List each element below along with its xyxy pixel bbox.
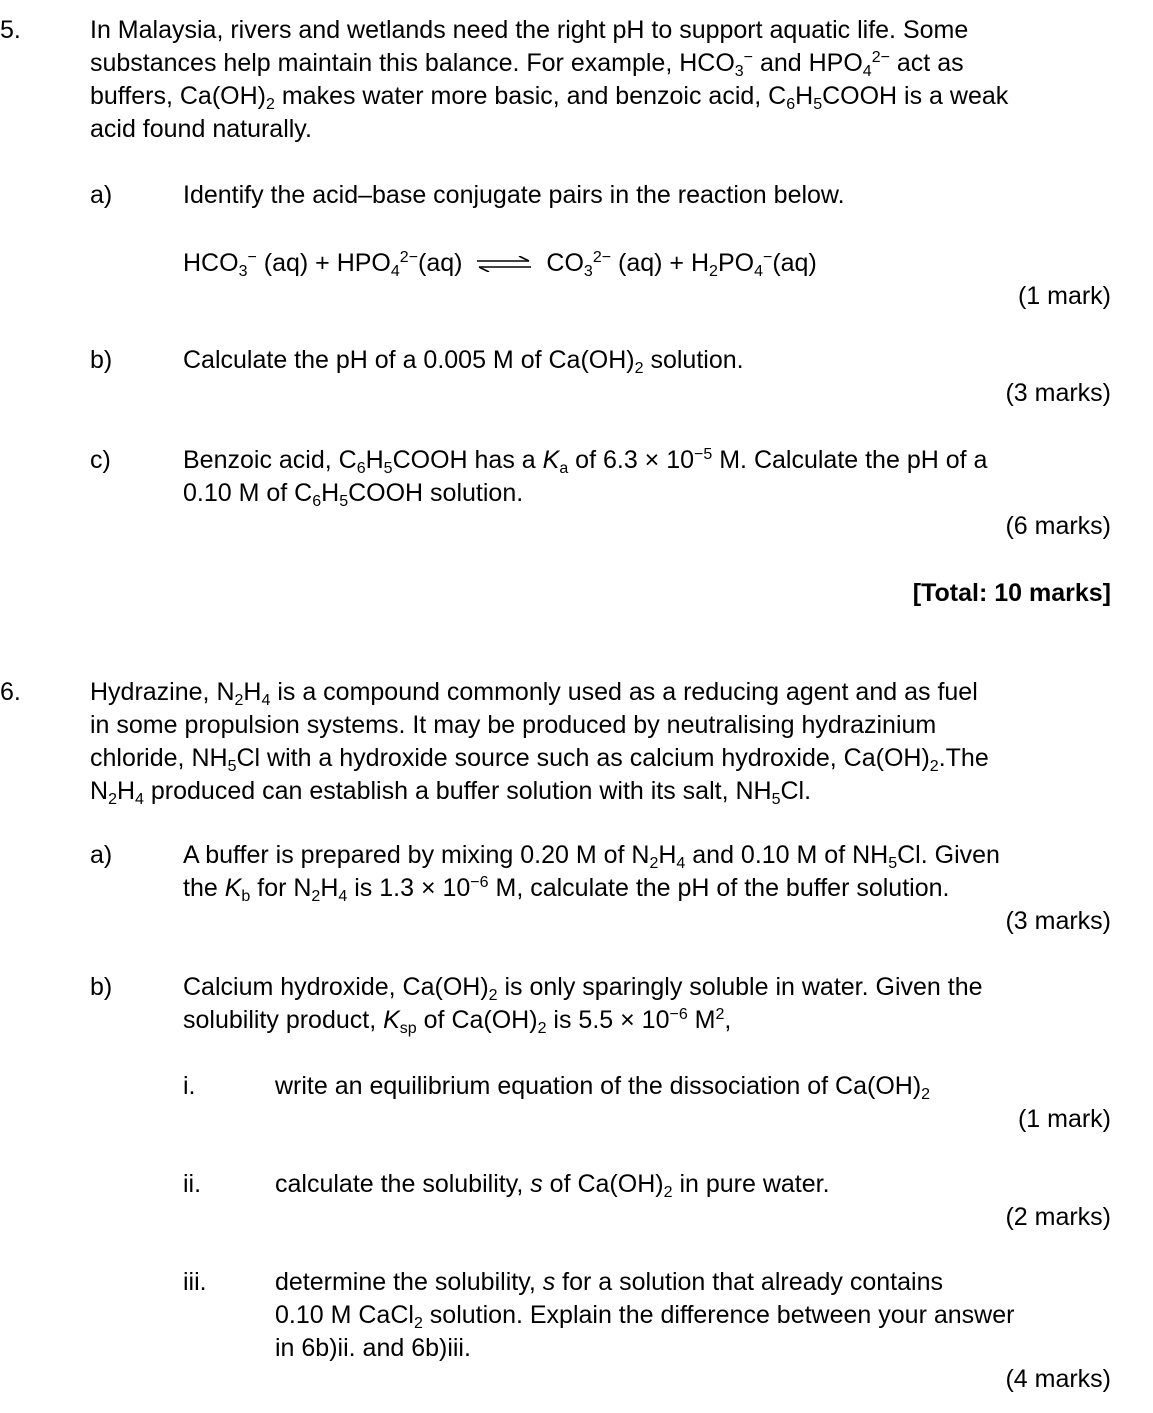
question-6bi-text: write an equilibrium equation of the dissociation of $Ca(OH)_2$ — [275, 1072, 931, 1103]
question-5a-marks: (1 mark) — [1017, 282, 1111, 310]
question-6-intro: Hydrazine, $N_2H_4$ is a compound commonly used as a reducing agent and as fuel in some propulsion systems. It may be produced by neutralising hydrazinium chloride, $NH_5Cl$ with a hydroxide source such as calcium hydroxide, $Ca(OH)_2.The$ $N_2H_4$ produced can establish a buffer solution with its salt, $NH_5Cl$. — [90, 678, 989, 808]
question-6-number: 6. — [0, 678, 21, 706]
question-5-total: [Total: 10 marks] — [912, 579, 1111, 607]
question-6a-text: A buffer is prepared by mixing 0.20 M of $N_2H_4$ and 0.10 M of $NH_5Cl$. Given the $K_b$ for $N_2H_4$ is $1.3 \times 10^{-6}$ M, calculate the pH of the buffer solution. — [183, 841, 1000, 905]
question-6bii-label: ii. — [183, 1170, 202, 1198]
question-6a-marks: (3 marks) — [1005, 907, 1111, 935]
question-6biii-marks: (4 marks) — [1005, 1365, 1111, 1393]
equilibrium-equation: $HCO_3^-$ $(aq) + HPO_4^{2-}(aq)$ $CO_3^{2-}$ $(aq) + H_2PO_4^-(aq)$ — [183, 249, 817, 280]
question-6bi-label: i. — [183, 1072, 196, 1100]
question-5c-marks: (6 marks) — [1005, 512, 1111, 540]
question-5a-text: Identify the acid–base conjugate pairs in the reaction below. — [183, 181, 845, 209]
question-5c-text: Benzoic acid, $C_6H_5COOH$ has a $K_a$ of $6.3 \times 10^{-5}$ M. Calculate the pH of a 0.10 M of $C_6H_5COOH$ solution. — [183, 446, 988, 510]
question-6bii-marks: (2 marks) — [1005, 1203, 1111, 1231]
equilibrium-arrow-icon — [475, 256, 533, 272]
question-5c-label: c) — [90, 446, 111, 474]
question-5-number: 5. — [0, 16, 21, 44]
question-5a-label: a) — [90, 181, 113, 209]
question-6biii-text: determine the solubility, s for a solution that already contains 0.10 M CaCl$_2$ solution. Explain the difference between your answer in 6b)ii. and 6b)iii. — [275, 1268, 1015, 1362]
question-5-intro: In Malaysia, rivers and wetlands need the right pH to support aquatic life. Some substances help maintain this balance. For example, $HCO_3^-$ and $HPO_4^{2-}$ act as buffers, $Ca(OH)_2$ makes water more basic, and benzoic acid, $C_6H_5COOH$ is a weak acid found naturally. — [90, 16, 1009, 143]
question-6biii-label: iii. — [183, 1268, 207, 1296]
question-5b-label: b) — [90, 346, 113, 374]
question-5b-marks: (3 marks) — [1005, 379, 1111, 407]
question-6bii-text: calculate the solubility, s of $Ca(OH)_2$ in pure water. — [275, 1170, 830, 1201]
question-5b-text: Calculate the pH of a 0.005 M of $Ca(OH)_2$ solution. — [183, 346, 744, 377]
question-6a-label: a) — [90, 841, 113, 869]
question-6b-text: Calcium hydroxide, $Ca(OH)_2$ is only sparingly soluble in water. Given the solubility product, $K_{sp}$ of $Ca(OH)_2$ is $5.5 \times 10^{-6}$ $M^2$, — [183, 973, 983, 1037]
question-6b-label: b) — [90, 973, 113, 1001]
question-6bi-marks: (1 mark) — [1017, 1105, 1111, 1133]
